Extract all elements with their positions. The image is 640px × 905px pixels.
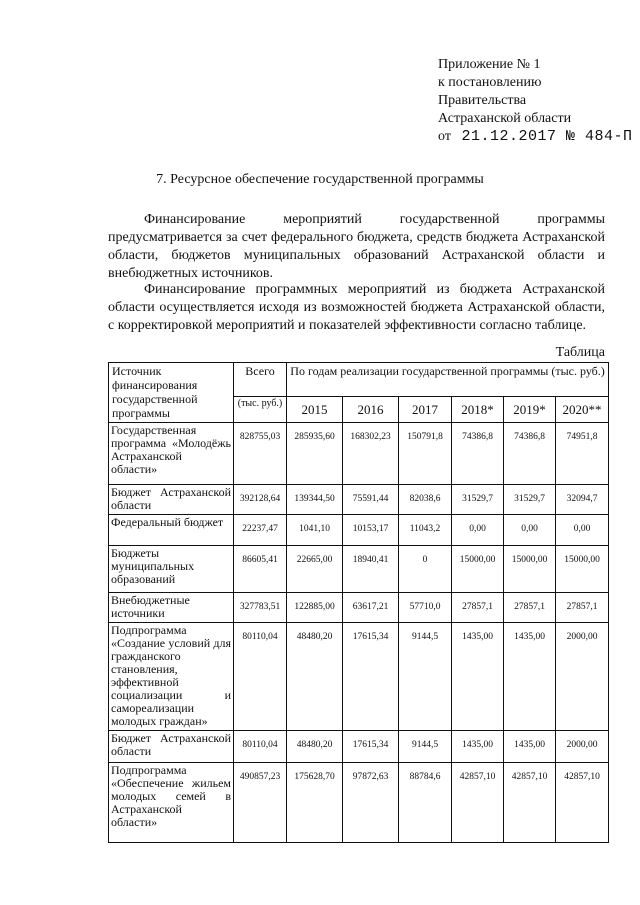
- appendix-line-2: к постановлению: [438, 75, 542, 90]
- row-value: 15000,00: [504, 546, 556, 593]
- row-value: 150791,8: [399, 423, 452, 485]
- row-value: 42857,10: [452, 763, 504, 843]
- row-value: 82038,6: [399, 485, 452, 515]
- row-value: 168302,23: [343, 423, 399, 485]
- row-value: 0,00: [504, 515, 556, 546]
- row-value: 11043,2: [399, 515, 452, 546]
- row-value: 97872,63: [343, 763, 399, 843]
- table-row: [109, 546, 609, 593]
- row-value: 75591,44: [343, 485, 399, 515]
- appendix-line-3: Правительства: [438, 93, 527, 108]
- row-value: 42857,10: [556, 763, 609, 843]
- row-value: 80110,04: [234, 623, 287, 731]
- row-value: 0: [399, 546, 452, 593]
- row-value: 10153,17: [343, 515, 399, 546]
- row-value: 490857,23: [234, 763, 287, 843]
- header-year: 2020**: [556, 397, 609, 423]
- paragraph-1: Финансирование мероприятий государственной программы предусматривается за счет федерального бюджета, средств бюджета Астраханской области, бюджетов муниципальных образований Астраханской области и внебюджетных источников.: [108, 212, 605, 281]
- appendix-block: [438, 56, 632, 146]
- row-value: 63617,21: [343, 593, 399, 623]
- table-row: [109, 423, 609, 485]
- appendix-line-1: Приложение № 1: [438, 57, 541, 72]
- header-year: 2016: [343, 397, 399, 423]
- appendix-date-line: [438, 128, 632, 146]
- table-header-row: [109, 363, 609, 397]
- row-value: 2000,00: [556, 623, 609, 731]
- row-value: 86605,41: [234, 546, 287, 593]
- row-value: 57710,0: [399, 593, 452, 623]
- row-value: 42857,10: [504, 763, 556, 843]
- header-total: Всего: [234, 363, 287, 397]
- row-value: 0,00: [556, 515, 609, 546]
- appendix-date-prefix: от: [438, 129, 451, 144]
- row-source: Подпрограмма «Обеспечение жильем молодых семей в Астраханской области»: [109, 763, 234, 843]
- row-value: 15000,00: [556, 546, 609, 593]
- table-row: [109, 763, 609, 843]
- row-value: 31529,7: [452, 485, 504, 515]
- appendix-line-4: Астраханской области: [438, 111, 572, 126]
- header-year: 2015: [287, 397, 343, 423]
- row-source: Бюджеты муниципальных образований: [109, 546, 234, 593]
- row-value: 15000,00: [452, 546, 504, 593]
- table-row: [109, 515, 609, 546]
- row-value: 122885,00: [287, 593, 343, 623]
- row-value: 1435,00: [452, 731, 504, 763]
- header-years-group: По годам реализации государственной программы (тыс. руб.): [287, 363, 609, 397]
- row-source: Бюджет Астраханской области: [109, 485, 234, 515]
- row-value: 0,00: [452, 515, 504, 546]
- row-value: 74386,8: [504, 423, 556, 485]
- header-year: 2019*: [504, 397, 556, 423]
- row-value: 31529,7: [504, 485, 556, 515]
- table-row: [109, 593, 609, 623]
- row-value: 17615,34: [343, 731, 399, 763]
- row-value: 48480,20: [287, 731, 343, 763]
- row-value: 18940,41: [343, 546, 399, 593]
- row-value: 80110,04: [234, 731, 287, 763]
- row-value: 9144,5: [399, 731, 452, 763]
- row-value: 1435,00: [504, 731, 556, 763]
- table-caption: Таблица: [555, 345, 605, 360]
- row-value: 27857,1: [556, 593, 609, 623]
- row-value: 828755,03: [234, 423, 287, 485]
- table-row: [109, 623, 609, 731]
- row-value: 22237,47: [234, 515, 287, 546]
- table-row: [109, 731, 609, 763]
- row-value: 175628,70: [287, 763, 343, 843]
- row-value: 9144,5: [399, 623, 452, 731]
- row-value: 27857,1: [452, 593, 504, 623]
- table-row: [109, 485, 609, 515]
- paragraph-2: Финансирование программных мероприятий из бюджета Астраханской области осуществляется исходя из возможностей бюджета Астраханской области, с корректировкой мероприятий и показателей эффективности согласно таблице.: [108, 282, 605, 333]
- header-source: Источник финансирования государственной программы: [109, 363, 234, 423]
- row-value: 327783,51: [234, 593, 287, 623]
- row-source: Внебюджетные источники: [109, 593, 234, 623]
- header-year: 2018*: [452, 397, 504, 423]
- row-value: 17615,34: [343, 623, 399, 731]
- table-body: [109, 423, 609, 843]
- header-year: 2017: [399, 397, 452, 423]
- row-source: Подпрограмма «Создание условий для гражданского становления, эффективной социализации и самореализации молодых граждан»: [109, 623, 234, 731]
- row-value: 88784,6: [399, 763, 452, 843]
- row-value: 1435,00: [504, 623, 556, 731]
- row-value: 2000,00: [556, 731, 609, 763]
- appendix-date-number: 21.12.2017 № 484-П: [461, 128, 633, 145]
- row-value: 285935,60: [287, 423, 343, 485]
- row-source: Государственная программа «Молодёжь Астраханской области»: [109, 423, 234, 485]
- row-value: 74386,8: [452, 423, 504, 485]
- row-value: 22665,00: [287, 546, 343, 593]
- row-source: Федеральный бюджет: [109, 515, 234, 546]
- row-value: 32094,7: [556, 485, 609, 515]
- row-value: 27857,1: [504, 593, 556, 623]
- row-value: 1435,00: [452, 623, 504, 731]
- row-value: 139344,50: [287, 485, 343, 515]
- row-value: 74951,8: [556, 423, 609, 485]
- section-title: 7. Ресурсное обеспечение государственной программы: [156, 172, 484, 187]
- row-value: 392128,64: [234, 485, 287, 515]
- row-source: Бюджет Астраханской области: [109, 731, 234, 763]
- header-total-unit: (тыс. руб.): [234, 397, 287, 423]
- budget-table: [108, 362, 609, 843]
- row-value: 1041,10: [287, 515, 343, 546]
- row-value: 48480,20: [287, 623, 343, 731]
